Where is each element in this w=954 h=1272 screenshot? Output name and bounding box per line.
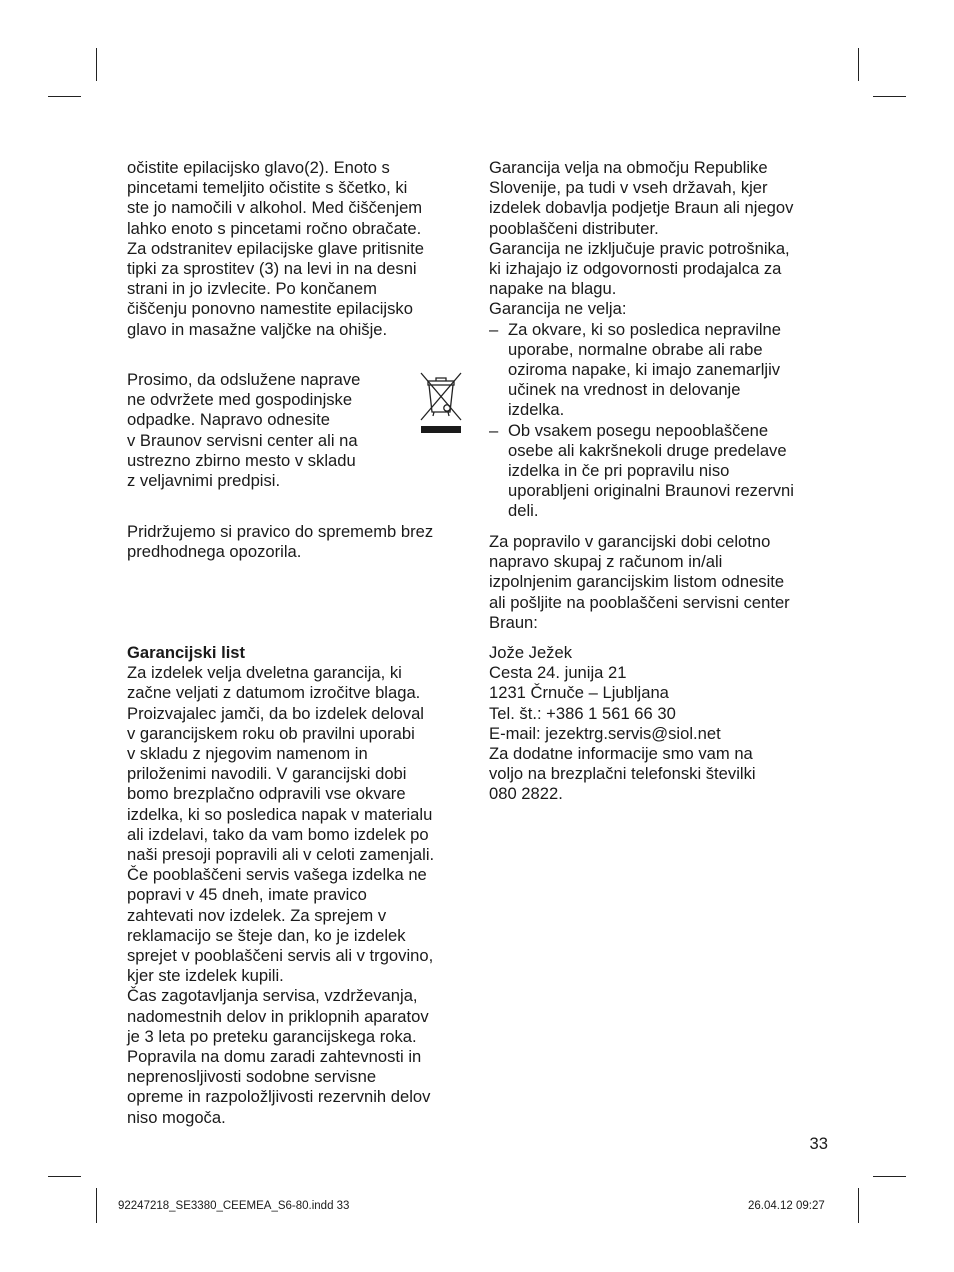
text-line: bomo brezplačno odpravili vse okvare — [127, 784, 406, 804]
slug-timestamp: 26.04.12 09:27 — [748, 1200, 825, 1212]
text-line: ste jo namočili v alkohol. Med čiščenjem — [127, 198, 423, 218]
text-line: Prosimo, da odslužene naprave — [127, 370, 361, 389]
text-line: Garancija ne velja: — [489, 299, 627, 319]
text-line: odpadke. Napravo odnesite — [127, 410, 330, 430]
text-line: Slovenije, pa tudi v vseh državah, kjer — [489, 178, 768, 198]
repair-instructions — [489, 532, 834, 633]
warranty-heading: Garancijski list — [127, 643, 246, 662]
text-line: Tel. št.: +386 1 561 66 30 — [489, 703, 676, 723]
text-line: niso mogoča. — [127, 1107, 226, 1127]
text-line: zahtevati nov izdelek. Za sprejem v — [127, 905, 387, 925]
text-line: pincetami temeljito očistite s ščetko, ki — [127, 178, 408, 198]
text-line: priloženimi navodili. V garancijski dobi — [127, 764, 407, 784]
text-line: nadomestnih delov in priklopnih aparatov — [127, 1006, 429, 1026]
crop-mark — [96, 1188, 97, 1223]
text-line: začne veljati z datumom izročitve blaga. — [127, 683, 421, 703]
text-line: Garancija ne izključuje pravic potrošnika, — [489, 238, 790, 258]
text-line: lahko enoto s pincetami ročno obračate. — [127, 218, 422, 238]
text-line: neprenosljivosti sodobne servisne — [127, 1067, 377, 1087]
text-line: v garancijskem roku ob pravilni uporabi — [127, 723, 415, 743]
page-number: 33 — [809, 1134, 828, 1153]
text-line: Pridržujemo si pravico do sprememb brez — [127, 522, 434, 541]
exclusion-item — [489, 421, 834, 522]
text-line: Ob vsakem posegu nepooblaščene — [508, 420, 769, 440]
text-line: Če pooblaščeni servis vašega izdelka ne — [127, 865, 427, 885]
text-line: pooblaščeni distributer. — [489, 218, 659, 238]
right-column — [489, 0, 834, 1272]
text-line: ki izhajajo iz odgovornosti prodajalca za — [489, 259, 782, 279]
text-line: ustrezno zbirno mesto v skladu — [127, 450, 356, 470]
text-line: napravo skupaj z računom in/ali — [489, 552, 723, 572]
warranty-section — [127, 643, 472, 1128]
text-line: opreme in razpoložljivosti rezervnih delov — [127, 1087, 431, 1107]
text-line: napake na blagu. — [489, 279, 617, 299]
text-line: izdelka. — [508, 400, 565, 420]
text-line: Braun: — [489, 612, 538, 632]
dash-marker: – — [489, 420, 499, 440]
slug-file-info: 92247218_SE3380_CEEMEA_S6-80.indd 33 — [118, 1200, 350, 1212]
text-line: glavo in masažne valjčke na ohišje. — [127, 319, 388, 339]
crop-mark — [873, 1176, 906, 1177]
cleaning-instructions — [127, 158, 472, 340]
text-line: kjer ste izdelek kupili. — [127, 966, 284, 986]
text-line: Čas zagotavljanja servisa, vzdrževanja, — [127, 986, 418, 1006]
text-line: učinek na vrednost in delovanje — [508, 380, 741, 400]
text-line: ne odvržete med gospodinjske — [127, 390, 353, 410]
text-line: očistite epilacijsko glavo(2). Enoto s — [127, 158, 390, 177]
text-line: E-mail: jezektrg.servis@siol.net — [489, 723, 721, 743]
text-line: v skladu z njegovim namenom in — [127, 744, 368, 764]
text-line: strani in jo izvlecite. Po končanem — [127, 279, 377, 299]
text-line: Cesta 24. junija 21 — [489, 663, 627, 683]
text-line: z veljavnimi predpisi. — [127, 471, 281, 491]
text-line: osebe ali kakršnekoli druge predelave — [508, 440, 787, 460]
text-line: popravi v 45 dneh, imate pravico — [127, 885, 367, 905]
warranty-validity — [489, 158, 834, 522]
crop-mark — [873, 96, 906, 97]
dash-marker: – — [489, 319, 499, 339]
left-column — [127, 0, 472, 1272]
text-line: sprejet v pooblaščeni servis ali v trgovino, — [127, 946, 434, 966]
text-line: oziroma napake, ki imajo zanemarljiv — [508, 360, 781, 380]
text-line: Za dodatne informacije smo vam na — [489, 744, 753, 764]
crop-mark — [858, 48, 859, 81]
text-line: ali izdelavi, tako da vam bomo izdelek po — [127, 824, 429, 844]
text-line: Za odstranitev epilacijske glave pritisnite — [127, 238, 424, 258]
text-line: naši presoji popravili ali v celoti zamenjali. — [127, 845, 435, 865]
text-line: izdelek dobavlja podjetje Braun ali njegov — [489, 198, 794, 218]
text-line: je 3 leta po preteku garancijskega roka. — [127, 1026, 417, 1046]
text-line: Za izdelek velja dveletna garancija, ki — [127, 663, 402, 683]
crop-mark — [48, 1176, 81, 1177]
text-line: predhodnega opozorila. — [127, 542, 302, 562]
text-line: Za popravilo v garancijski dobi celotno — [489, 532, 771, 551]
text-line: izdelka, ki so posledica napak v materialu — [127, 804, 433, 824]
text-line: Popravila na domu zaradi zahtevnosti in — [127, 1047, 422, 1067]
text-line: deli. — [508, 501, 539, 521]
text-line: Jože Ježek — [489, 643, 573, 662]
change-notice — [127, 522, 472, 562]
text-line: 1231 Črnuče – Ljubljana — [489, 683, 669, 703]
text-line: izpolnjenim garancijskim listom odnesite — [489, 572, 785, 592]
text-line: uporabe, normalne obrabe ali rabe — [508, 339, 763, 359]
service-contact — [489, 643, 834, 805]
text-line: uporabljeni originalni Braunovi rezervni — [508, 481, 794, 501]
crop-mark — [96, 48, 97, 81]
text-line: v Braunov servisni center ali na — [127, 430, 358, 450]
text-line: Garancija velja na območju Republike — [489, 158, 768, 177]
crop-mark — [48, 96, 81, 97]
exclusion-item — [489, 320, 834, 421]
crop-mark — [858, 1188, 859, 1223]
text-line: voljo na brezplačni telefonski številki — [489, 764, 756, 784]
disposal-notice — [127, 370, 397, 491]
text-line: tipki za sprostitev (3) na levi in na desni — [127, 259, 417, 279]
text-line: izdelka in če pri popravilu niso — [508, 461, 730, 481]
text-line: Proizvajalec jamči, da bo izdelek deloval — [127, 703, 424, 723]
text-line: 080 2822. — [489, 784, 563, 804]
text-line: reklamacijo se šteje dan, ko je izdelek — [127, 925, 406, 945]
text-line: čiščenju ponovno namestite epilacijsko — [127, 299, 413, 319]
text-line: Za okvare, ki so posledica nepravilne — [508, 319, 782, 339]
crossed-out-wheelie-bin-icon — [418, 370, 464, 436]
text-line: ali pošljite na pooblaščeni servisni center — [489, 592, 790, 612]
